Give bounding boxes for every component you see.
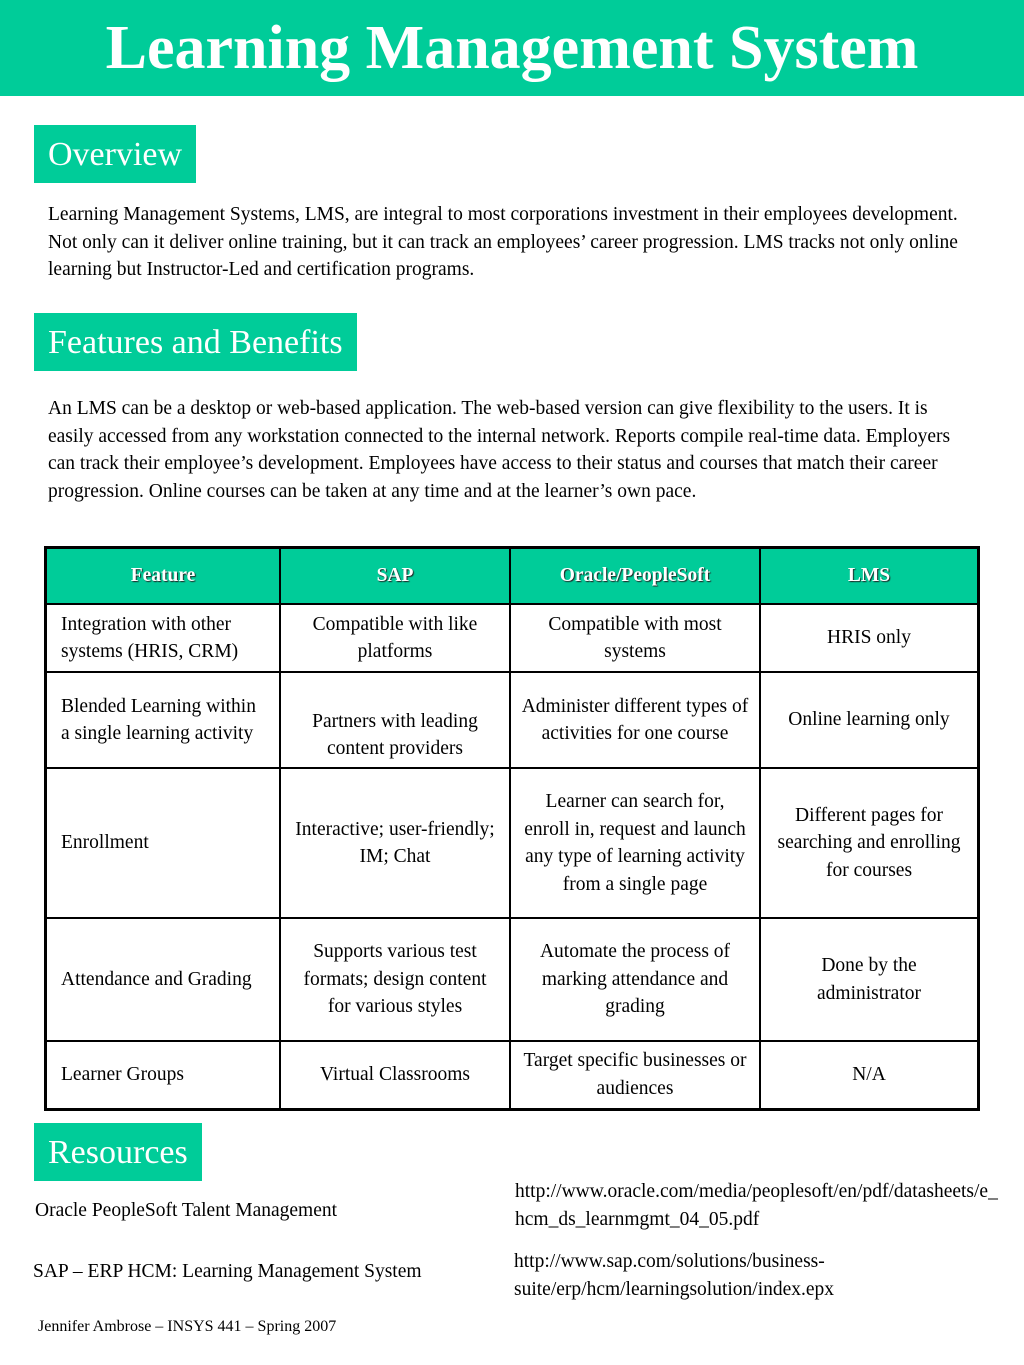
features-text: An LMS can be a desktop or web-based application. The web-based version can give flexibility to the users. It is easily accessed from any workstation connected to the internal network. Reports compile real-time data. Employers can track their employee’s development. Employees have access to their status and courses that match their career progression. Online courses can be taken at any time and at the learner’s own pace. xyxy=(48,398,951,502)
title-banner xyxy=(0,0,1024,96)
table-cell: Done by the administrator xyxy=(760,918,979,1041)
table-cell: Learner Groups xyxy=(46,1041,281,1109)
resources-heading: Resources xyxy=(34,1123,202,1181)
table-row xyxy=(46,604,979,672)
page-title: Learning Management System xyxy=(105,14,919,82)
table-row xyxy=(46,672,979,768)
table-header-row xyxy=(46,548,979,605)
table-cell: Virtual Classrooms xyxy=(280,1041,510,1109)
resource-label-oracle: Oracle PeopleSoft Talent Management xyxy=(35,1200,338,1221)
table-cell: Online learning only xyxy=(760,672,979,768)
header-feature: Feature xyxy=(46,548,281,605)
table-row xyxy=(46,768,979,918)
table-row xyxy=(46,918,979,1041)
table-cell: Automate the process of marking attendance and grading xyxy=(510,918,760,1041)
table-cell: HRIS only xyxy=(760,604,979,672)
features-heading: Features and Benefits xyxy=(34,313,357,371)
resource-link-sap[interactable]: http://www.sap.com/solutions/business-suite/erp/hcm/learningsolution/index.epx xyxy=(514,1251,835,1300)
table-cell: N/A xyxy=(760,1041,979,1109)
table-cell: Compatible with like platforms xyxy=(280,604,510,672)
resource-label-sap: SAP – ERP HCM: Learning Management System xyxy=(33,1261,422,1282)
comparison-table xyxy=(44,546,980,1111)
table-cell: Integration with other systems (HRIS, CRM) xyxy=(46,604,281,672)
table-cell: Different pages for searching and enrolling for courses xyxy=(760,768,979,918)
table-row xyxy=(46,1041,979,1109)
table-cell: Target specific businesses or audiences xyxy=(510,1041,760,1109)
table-cell: Learner can search for, enroll in, request and launch any type of learning activity from a single page xyxy=(510,768,760,918)
table-cell: Enrollment xyxy=(46,768,281,918)
header-lms: LMS xyxy=(760,548,979,605)
overview-heading: Overview xyxy=(34,125,196,183)
header-sap: SAP xyxy=(280,548,510,605)
table-cell: Interactive; user-friendly; IM; Chat xyxy=(280,768,510,918)
overview-text: Learning Management Systems, LMS, are integral to most corporations investment in their employees development. Not only can it deliver online training, but it can track an employees’ career progression. LMS tracks not only online learning but Instructor-Led and certification programs. xyxy=(48,204,958,280)
table-cell: Blended Learning within a single learning activity xyxy=(46,672,281,768)
table-cell: Supports various test formats; design content for various styles xyxy=(280,918,510,1041)
resource-link-oracle[interactable]: http://www.oracle.com/media/peoplesoft/en/pdf/datasheets/e_hcm_ds_learnmgmt_04_05.pdf xyxy=(515,1181,998,1230)
table-cell: Partners with leading content providers xyxy=(280,672,510,768)
table-cell: Compatible with most systems xyxy=(510,604,760,672)
table-cell: Attendance and Grading xyxy=(46,918,281,1041)
table-cell: Administer different types of activities for one course xyxy=(510,672,760,768)
header-oracle: Oracle/PeopleSoft xyxy=(510,548,760,605)
footer-credit: Jennifer Ambrose – INSYS 441 – Spring 2007 xyxy=(38,1318,337,1335)
